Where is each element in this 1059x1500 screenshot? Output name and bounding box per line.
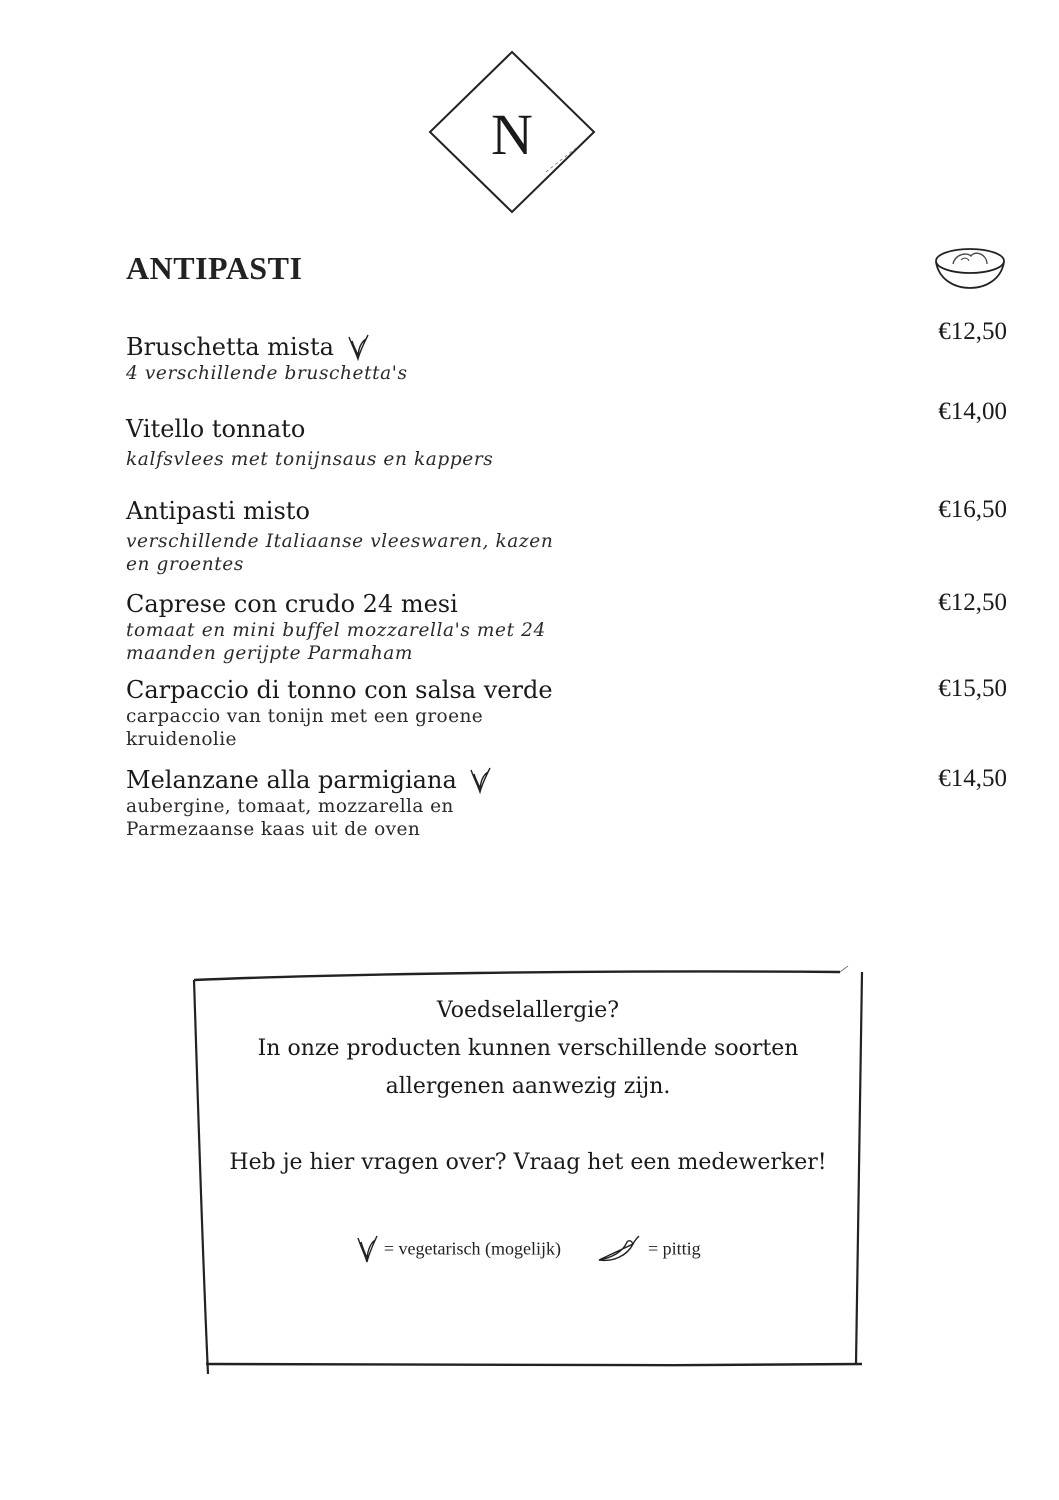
menu-item-melanzane xyxy=(126,765,1006,841)
item-price: €14,00 xyxy=(938,398,1007,425)
allergy-line: In onze producten kunnen verschillende soorten xyxy=(257,1036,799,1061)
svg-text:N: N xyxy=(491,102,533,167)
item-description: tomaat en mini buffel mozzarella's met 24 maanden gerijpte Parmaham xyxy=(126,620,546,664)
allergy-heading: Voedselallergie? xyxy=(436,998,620,1023)
section-title: ANTIPASTI xyxy=(126,250,303,286)
restaurant-logo xyxy=(426,48,598,216)
allergy-notice-box xyxy=(188,962,868,1380)
item-description: verschillende Italiaanse vleeswaren, kazen en groentes xyxy=(126,531,554,575)
vegetarian-leaf-icon xyxy=(355,1234,379,1264)
item-name: Vitello tonnato xyxy=(126,415,306,443)
chili-pepper-icon xyxy=(595,1232,643,1266)
menu-item-bruschetta xyxy=(126,332,1006,385)
vegetarian-leaf-icon xyxy=(468,766,492,794)
item-description: carpaccio van tonijn met een groene kruidenolie xyxy=(126,706,484,750)
item-price: €12,50 xyxy=(938,318,1007,345)
item-description: aubergine, tomaat, mozzarella en Parmezaanse kaas uit de oven xyxy=(126,796,454,840)
bowl-icon xyxy=(933,244,1007,290)
item-name: Bruschetta mista xyxy=(126,333,334,361)
item-price: €14,50 xyxy=(938,765,1007,792)
item-price: €12,50 xyxy=(938,589,1007,616)
vegetarian-leaf-icon xyxy=(346,333,370,361)
item-description: kalfsvlees met tonijnsaus en kappers xyxy=(126,449,494,470)
item-price: €16,50 xyxy=(938,496,1007,523)
item-name: Melanzane alla parmigiana xyxy=(126,766,457,794)
item-name: Caprese con crudo 24 mesi xyxy=(126,590,458,618)
menu-item-caprese xyxy=(126,589,1006,665)
menu-item-antipasti-misto xyxy=(126,496,1006,576)
legend-spicy-label: = pittig xyxy=(647,1238,701,1259)
legend-vegetarian-label: = vegetarisch (mogelijk) xyxy=(383,1238,561,1259)
allergy-question: Heb je hier vragen over? Vraag het een medewerker! xyxy=(229,1150,827,1175)
allergy-line: allergenen aanwezig zijn. xyxy=(385,1074,671,1099)
item-name: Carpaccio di tonno con salsa verde xyxy=(126,676,553,704)
icon-legend xyxy=(188,1232,868,1266)
item-description: 4 verschillende bruschetta's xyxy=(126,363,408,384)
menu-item-vitello xyxy=(126,414,1006,471)
menu-item-carpaccio xyxy=(126,675,1006,751)
item-name: Antipasti misto xyxy=(126,497,310,525)
item-price: €15,50 xyxy=(938,675,1007,702)
